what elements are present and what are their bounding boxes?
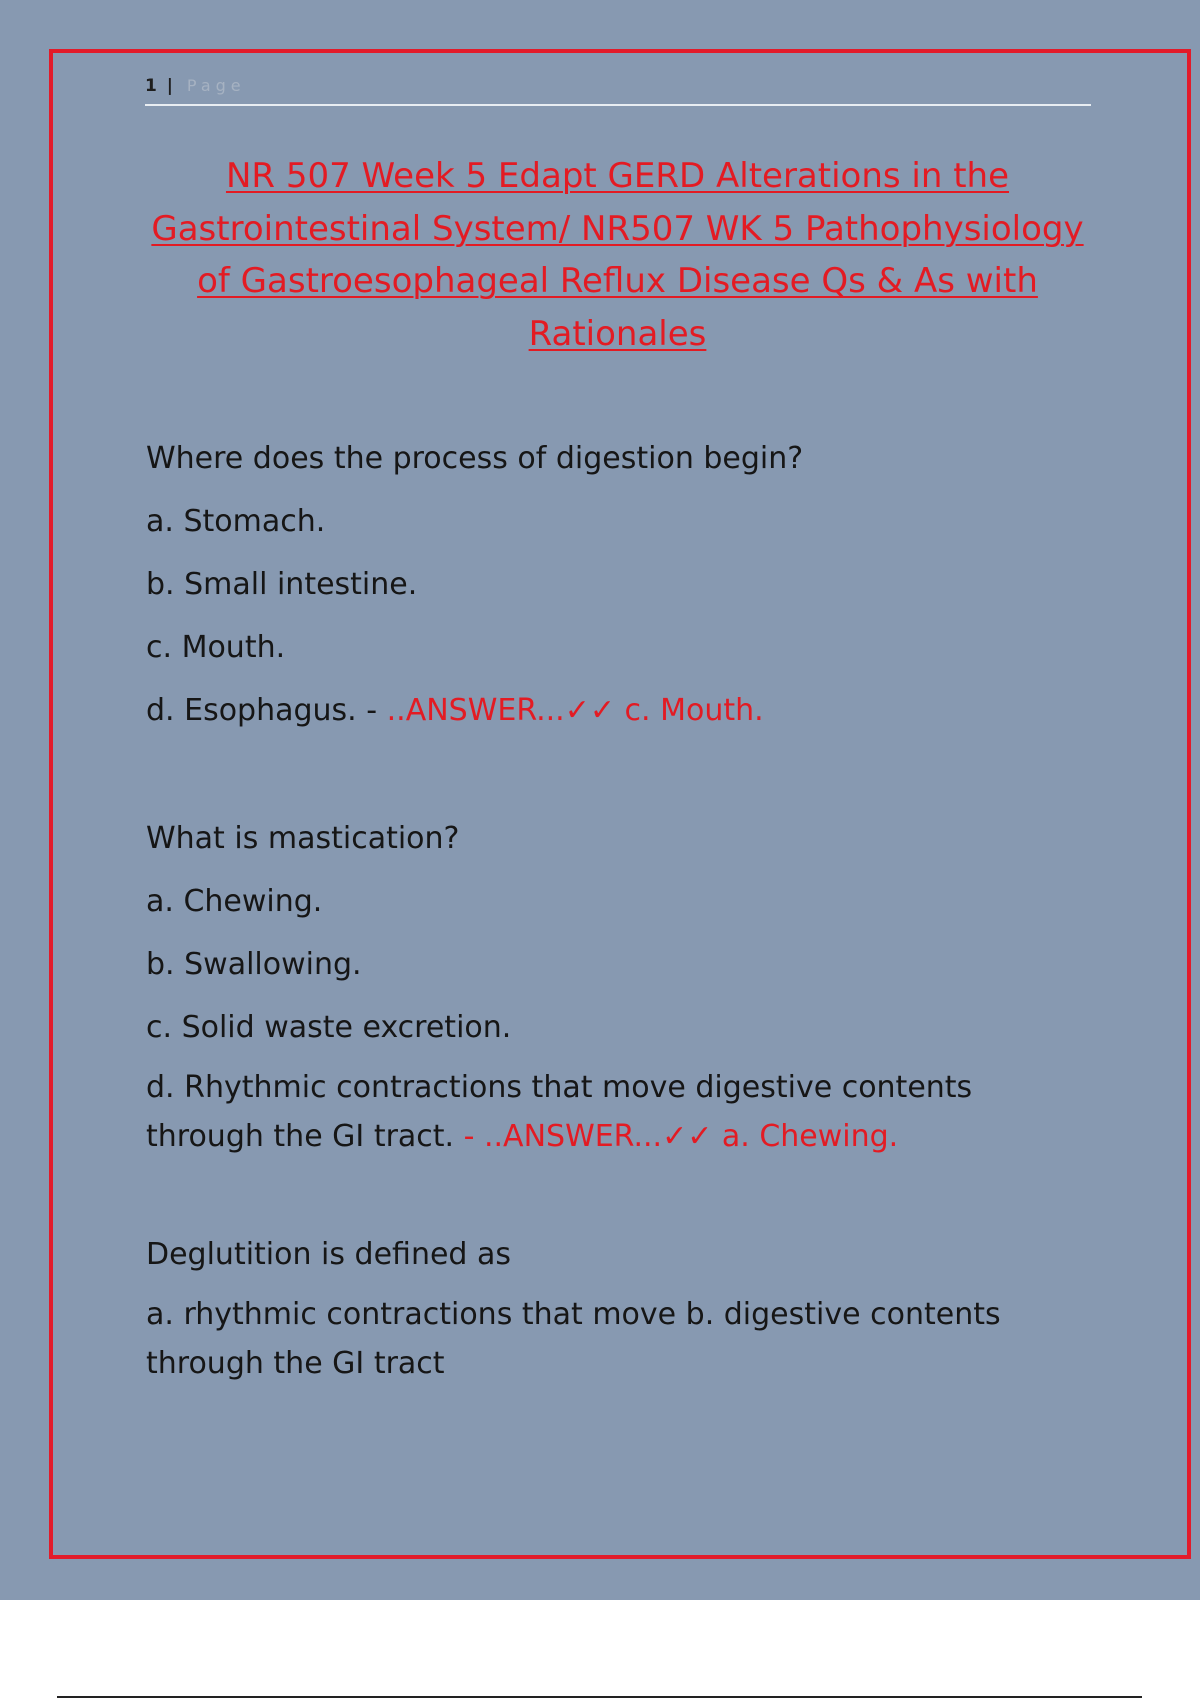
question-block	[146, 431, 1086, 746]
page-number: 1	[145, 76, 159, 96]
answer-option: a. rhythmic contractions that move b. digestive contents through the GI tract	[146, 1297, 1001, 1381]
question-block	[146, 1227, 1086, 1388]
answer-option: d. Esophagus. -	[146, 693, 387, 728]
question-text: Deglutition is defined as	[146, 1237, 512, 1272]
answer-option: b. Swallowing.	[146, 947, 362, 982]
answer-key: ..ANSWER...✓✓ c. Mouth.	[386, 693, 764, 728]
document-title: NR 507 Week 5 Edapt GERD Alterations in the Gastrointestinal System/ NR507 WK 5 Pathophysiology of Gastroesophageal Reflux Disease Qs & As with Rationales	[151, 156, 1084, 354]
answer-option: b. Small intestine.	[146, 567, 418, 602]
question-spacer	[146, 1175, 1086, 1227]
answer-option: a. Stomach.	[146, 504, 326, 539]
page-word: Page	[186, 76, 246, 95]
page-header	[145, 76, 1091, 106]
question-block	[146, 811, 1086, 1161]
questions-content	[146, 431, 1086, 1402]
question-text: Where does the process of digestion begin?	[146, 441, 804, 476]
answer-option-with-key	[146, 1063, 1086, 1161]
answer-option: a. Chewing.	[146, 884, 323, 919]
answer-option: c. Mouth.	[146, 630, 286, 665]
question-text: What is mastication?	[146, 821, 460, 856]
answer-option: c. Solid waste excretion.	[146, 1010, 512, 1045]
footer-rule	[57, 1696, 1142, 1698]
question-spacer	[146, 746, 1086, 811]
answer-option: d. Rhythmic contractions that move digestive contents through the GI tract.	[146, 1070, 973, 1154]
answer-key: - ..ANSWER...✓✓ a. Chewing.	[463, 1119, 899, 1154]
answer-option-with-key	[146, 683, 1086, 746]
page-separator: |	[166, 76, 175, 96]
